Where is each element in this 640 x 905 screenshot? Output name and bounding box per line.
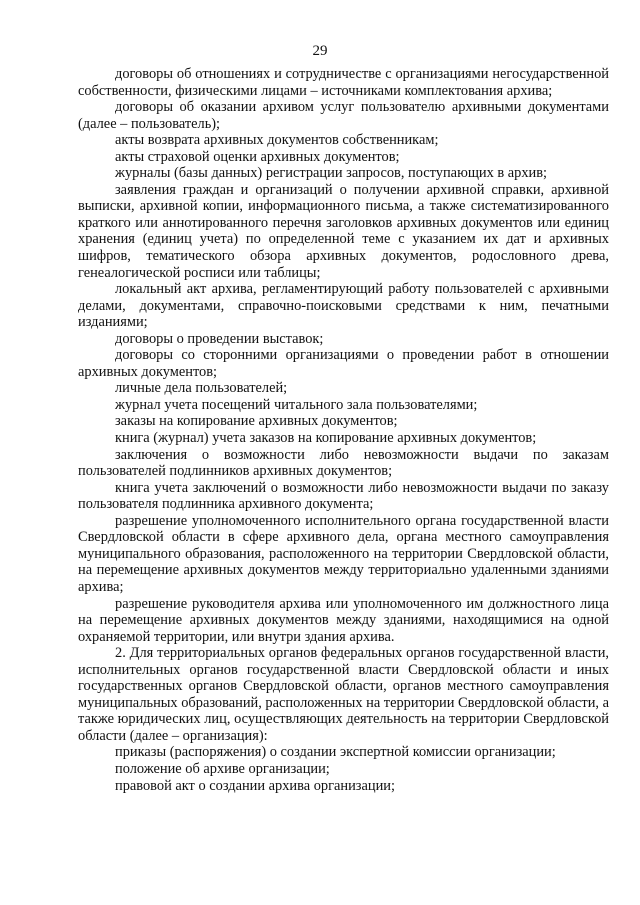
paragraph-18: 2. Для территориальных органов федеральных органов государственной власти, исполнительных органов государственной власти Свердловской области и иных государственных органов Свердловской области, органов местного самоуправления муниципальных образований, расположенных на территории Свердловской области, а также юридических лиц, осуществляющих деятельность на территории Свердловской области (далее – организация): bbox=[78, 645, 609, 744]
paragraph-12: заказы на копирование архивных документов; bbox=[115, 413, 398, 430]
paragraph-4: акты страховой оценки архивных документов; bbox=[115, 148, 400, 165]
paragraph-14: заключения о возможности либо невозможности выдачи по заказам пользователей подлинников архивных документов; bbox=[78, 446, 609, 480]
paragraph-6: заявления граждан и организаций о получении архивной справки, архивной выписки, архивной копии, информационного письма, а также систематизированного краткого или аннотированного перечня заголовков архивных документов или единиц хранения (единиц учета) по определенной теме с указанием их дат и архивных шифров, тематического обзора архивных документов, родословного древа, генеалогической росписи или таблицы; bbox=[78, 181, 609, 281]
document-body bbox=[78, 66, 609, 794]
paragraph-2: договоры об оказании архивом услуг пользователю архивными документами (далее – пользователь); bbox=[78, 99, 609, 132]
paragraph-7: локальный акт архива, регламентирующий работу пользователей с архивными делами, документами, справочно-поисковыми средствами к ним, печатными изданиями; bbox=[78, 281, 609, 331]
paragraph-15: книга учета заключений о возможности либо невозможности выдачи по заказу пользователя подлинника архивного документа; bbox=[78, 479, 609, 513]
paragraph-20: положение об архиве организации; bbox=[115, 760, 330, 777]
paragraph-10: личные дела пользователей; bbox=[115, 380, 288, 397]
paragraph-17: разрешение руководителя архива или уполномоченного им должностного лица на перемещение архивных документов между зданиями, находящимися на одной охраняемой территории, или внутри здания архива. bbox=[78, 595, 609, 645]
page-number: 29 bbox=[312, 43, 328, 59]
paragraph-9: договоры со сторонними организациями о проведении работ в отношении архивных документов; bbox=[78, 347, 609, 380]
paragraph-21: правовой акт о создании архива организации; bbox=[115, 777, 395, 794]
paragraph-11: журнал учета посещений читального зала пользователями; bbox=[115, 396, 478, 413]
paragraph-1: договоры об отношениях и сотрудничестве с организациями негосударственной собственности, физическими лицами – источниками комплектования архива; bbox=[78, 66, 609, 99]
paragraph-5: журналы (базы данных) регистрации запросов, поступающих в архив; bbox=[115, 165, 548, 182]
paragraph-8: договоры о проведении выставок; bbox=[115, 330, 324, 347]
paragraph-19: приказы (распоряжения) о создании экспертной комиссии организации; bbox=[115, 744, 556, 761]
paragraph-16: разрешение уполномоченного исполнительного органа государственной власти Свердловской области в сфере архивного дела, органа местного самоуправления муниципального образования, расположенного на территории Свердловской области, на перемещение архивных документов между территориально удаленными зданиями архива; bbox=[78, 512, 609, 595]
paragraph-13: книга (журнал) учета заказов на копирование архивных документов; bbox=[115, 430, 537, 447]
paragraph-3: акты возврата архивных документов собственникам; bbox=[115, 132, 439, 149]
